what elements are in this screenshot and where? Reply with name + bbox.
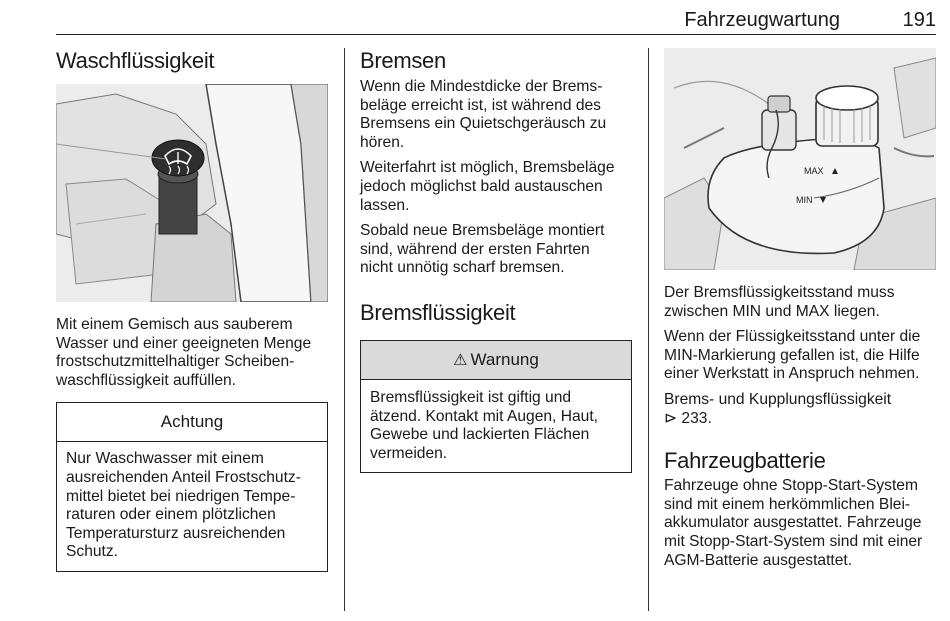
text-line: Temperatursturz ausreichenden <box>66 524 286 542</box>
text-line: mit Stopp-Start-System sind mit einer <box>664 532 923 550</box>
text-line: mittel bietet bei niedrigen Tempe- <box>66 487 296 505</box>
warning-triangle-icon: ⚠ <box>453 351 468 369</box>
text-line: Sobald neue Bremsbeläge montiert <box>360 222 605 240</box>
text-line: hören. <box>360 133 405 151</box>
column-brake-fluid-battery <box>664 48 936 570</box>
paragraph <box>664 391 936 428</box>
text-line: MIN-Markierung gefallen ist, die Hilfe <box>664 346 920 364</box>
paragraph <box>664 284 936 321</box>
text-line: vermeiden. <box>370 444 448 462</box>
text-line: jedoch möglichst bald austauschen <box>360 177 603 195</box>
min-label: MIN <box>796 195 813 205</box>
text-line: sind mit einem herkömmlichen Blei- <box>664 495 911 513</box>
page-reference-icon: ⊳ <box>664 409 678 427</box>
text-line: ausreichenden Anteil Frostschutz- <box>66 468 301 486</box>
column-divider <box>648 48 649 611</box>
text-line: Fahrzeuge ohne Stopp-Start-System <box>664 477 918 495</box>
text-line: Brems- und Kupplungsflüssigkeit <box>664 390 892 408</box>
column-washer-fluid <box>56 48 328 572</box>
column-brakes <box>360 48 632 473</box>
paragraph <box>360 222 632 278</box>
paragraph <box>360 78 632 152</box>
text-line: raturen oder einem plötzlichen <box>66 506 276 524</box>
brake-fluid-reservoir-illustration <box>664 48 936 270</box>
text-line: Der Bremsflüssigkeitsstand muss <box>664 284 895 301</box>
column-divider <box>344 48 345 611</box>
max-label: MAX <box>804 166 824 176</box>
page-header <box>56 4 936 35</box>
page-number: 191 <box>902 9 936 31</box>
section-heading-bremsen: Bremsen <box>360 48 446 73</box>
text-line: Nur Waschwasser mit einem <box>66 450 264 468</box>
text-line: einer Werkstatt in Anspruch nehmen. <box>664 365 920 383</box>
text-line: ätzend. Kontakt mit Augen, Haut, <box>370 407 598 425</box>
text-line: Gewebe und lackierten Flächen <box>370 426 590 444</box>
text-line: beläge erreicht ist, ist während des <box>360 96 601 114</box>
warning-header <box>361 341 631 380</box>
paragraph <box>360 159 632 215</box>
text-line: AGM-Batterie ausgestattet. <box>664 551 853 569</box>
text-line: Weiterfahrt ist möglich, Bremsbeläge <box>360 159 615 177</box>
cross-reference[interactable] <box>664 410 936 429</box>
text-line: Wenn die Mindestdicke der Brems- <box>360 78 603 95</box>
text-line: Wenn der Flüssigkeitsstand unter die <box>664 328 921 346</box>
section-heading-waschfluessigkeit: Waschflüssigkeit <box>56 48 215 73</box>
header-section-title: Fahrzeugwartung <box>684 9 840 31</box>
text-line: Bremsflüssigkeit ist giftig und <box>370 388 572 406</box>
text-line: Wasser und einer geeigneten Menge <box>56 334 312 352</box>
section-heading-fahrzeugbatterie: Fahrzeugbatterie <box>664 448 826 474</box>
notice-box-achtung <box>56 402 328 572</box>
text-line: frostschutzmittelhaltiger Scheiben- <box>56 353 295 371</box>
notice-body <box>57 442 327 571</box>
text-line: Schutz. <box>66 543 119 561</box>
reference-page: 233. <box>681 409 712 427</box>
washer-reservoir-illustration <box>56 84 328 302</box>
paragraph <box>664 477 936 570</box>
text-line: lassen. <box>360 196 410 214</box>
text-line: Bremsens ein Quietschgeräusch zu <box>360 115 607 133</box>
section-heading-bremsfluessigkeit: Bremsflüssigkeit <box>360 299 516 325</box>
text-line: akkumulator ausgestattet. Fahrzeuge <box>664 514 922 532</box>
text-line: zwischen MIN und MAX liegen. <box>664 302 880 320</box>
text-line: nicht unnötig scharf bremsen. <box>360 259 565 277</box>
text-line: sind, während der ersten Fahrten <box>360 240 590 258</box>
paragraph <box>664 328 936 384</box>
washer-fluid-instructions <box>56 316 328 390</box>
warning-heading: Warnung <box>470 349 539 369</box>
warning-body <box>361 380 631 472</box>
warning-box <box>360 340 632 473</box>
text-line: waschflüssigkeit auffüllen. <box>56 371 237 389</box>
notice-heading: Achtung <box>57 403 327 442</box>
text-line: Mit einem Gemisch aus sauberem <box>56 316 293 333</box>
